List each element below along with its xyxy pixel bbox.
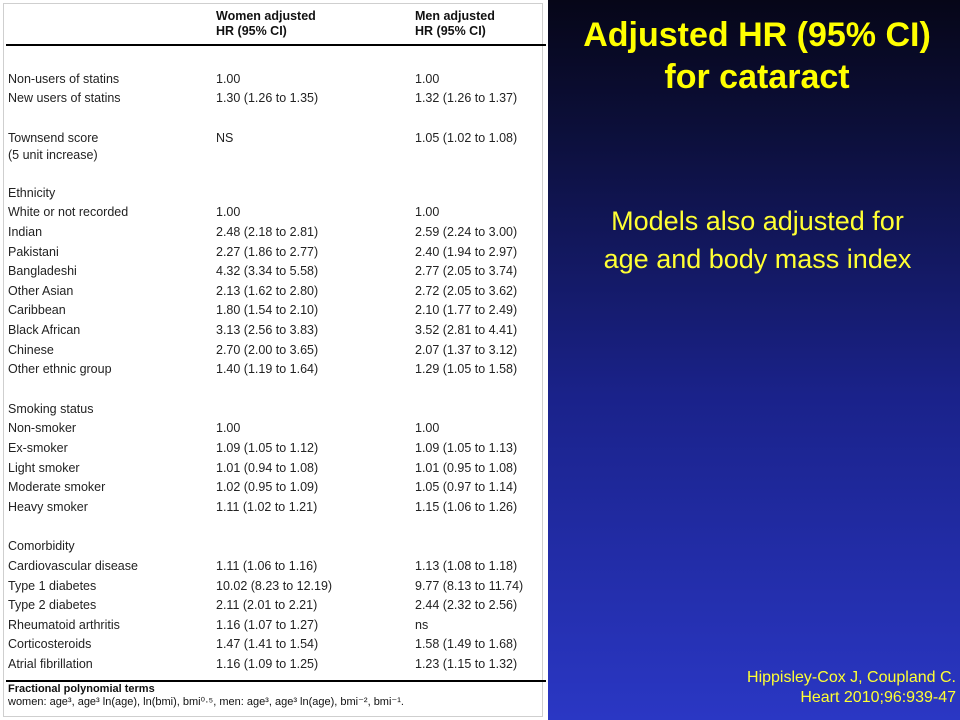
row-label-text: Black African (8, 323, 81, 337)
men-hr-cell: 1.00 (415, 205, 440, 219)
women-hr-cell: 1.16 (1.07 to 1.27) (216, 618, 319, 632)
table-row (0, 203, 548, 222)
men-hr-cell: 2.10 (1.77 to 2.49) (415, 303, 518, 317)
row-label-text: Corticosteroids (8, 637, 92, 651)
row-label-text: Other ethnic group (8, 362, 112, 376)
women-hr-cell: 2.11 (2.01 to 2.21) (216, 598, 318, 612)
row-label-text: Townsend score (8, 131, 99, 145)
table-row (0, 635, 548, 654)
table-row (0, 360, 548, 379)
row-label-text: Non-smoker (8, 421, 77, 435)
table-row (0, 419, 548, 438)
table-row (0, 616, 548, 635)
women-hr-cell: 2.13 (1.62 to 2.80) (216, 284, 319, 298)
row-label-text: Moderate smoker (8, 480, 106, 494)
row-label-text: Other Asian (8, 284, 74, 298)
women-hr-cell: 1.00 (216, 205, 241, 219)
table-row (0, 341, 548, 360)
table-row (0, 223, 548, 242)
table-row (0, 459, 548, 478)
adjustment-note-line2: age and body mass index (603, 244, 912, 274)
row-label-text: Pakistani (8, 245, 59, 259)
men-hr-cell: 3.52 (2.81 to 4.41) (415, 323, 518, 337)
men-hr-cell: 2.40 (1.94 to 2.97) (415, 245, 518, 259)
men-hr-cell: 1.00 (415, 421, 440, 435)
table-row (0, 596, 548, 615)
women-hr-cell: 1.47 (1.41 to 1.54) (216, 637, 319, 651)
men-hr-cell: ns (415, 618, 429, 632)
table-row (0, 557, 548, 576)
men-column-header (415, 9, 495, 39)
women-hr-cell: NS (216, 131, 234, 145)
row-label (8, 439, 68, 458)
row-label (8, 635, 91, 654)
women-column-header (216, 9, 316, 39)
table-row (0, 498, 548, 517)
adjustment-note (560, 202, 955, 278)
women-hr-cell: 1.80 (1.54 to 2.10) (216, 303, 319, 317)
row-label (8, 557, 138, 576)
row-label-text: Non-users of statins (8, 72, 120, 86)
women-hr-cell: 1.30 (1.26 to 1.35) (216, 91, 319, 105)
row-label (8, 243, 59, 262)
citation-line2: Heart 2010;96:939-47 (800, 689, 956, 706)
row-label-text: Rheumatoid arthritis (8, 618, 120, 632)
row-label-text: Caribbean (8, 303, 66, 317)
row-label (8, 360, 112, 379)
row-label (8, 616, 120, 635)
row-label-text: Atrial fibrillation (8, 657, 93, 671)
row-label-text: Ethnicity (8, 186, 56, 200)
men-hr-cell: 1.23 (1.15 to 1.32) (415, 657, 518, 671)
women-hr-cell: 10.02 (8.23 to 12.19) (216, 579, 333, 593)
men-header-line1: Men adjusted (415, 9, 495, 23)
citation (640, 668, 956, 708)
women-hr-cell: 1.00 (216, 421, 241, 435)
women-hr-cell: 1.11 (1.06 to 1.16) (216, 559, 318, 573)
row-label-text: Type 1 diabetes (8, 579, 97, 593)
women-hr-cell: 1.11 (1.02 to 1.21) (216, 500, 318, 514)
row-label (8, 400, 93, 419)
row-label (8, 596, 96, 615)
header-rule (6, 44, 546, 46)
row-label (8, 577, 96, 596)
row-label (8, 203, 128, 222)
women-hr-cell: 1.02 (0.95 to 1.09) (216, 480, 319, 494)
women-header-line2: HR (95% CI) (216, 24, 287, 38)
table-row (0, 321, 548, 340)
row-label-text: Ex-smoker (8, 441, 68, 455)
row-label (8, 129, 98, 162)
men-hr-cell: 2.59 (2.24 to 3.00) (415, 225, 518, 239)
row-label (8, 537, 75, 556)
men-hr-cell: 9.77 (8.13 to 11.74) (415, 579, 524, 593)
row-label-text: Indian (8, 225, 43, 239)
men-hr-cell: 1.05 (0.97 to 1.14) (415, 480, 518, 494)
row-label-subtext: (5 unit increase) (8, 148, 98, 162)
row-label-text: Light smoker (8, 461, 80, 475)
table-row (0, 577, 548, 596)
table-row (0, 655, 548, 674)
row-label (8, 459, 80, 478)
table-row (0, 70, 548, 89)
table-row (0, 301, 548, 320)
table-row (0, 184, 548, 203)
row-label-text: Comorbidity (8, 539, 75, 553)
table-row (0, 537, 548, 556)
women-hr-cell: 4.32 (3.34 to 5.58) (216, 264, 319, 278)
men-hr-cell: 2.72 (2.05 to 3.62) (415, 284, 518, 298)
women-hr-cell: 1.00 (216, 72, 241, 86)
row-label-text: Type 2 diabetes (8, 598, 97, 612)
men-hr-cell: 1.15 (1.06 to 1.26) (415, 500, 518, 514)
footnote-title: Fractional polynomial terms (8, 683, 155, 695)
men-hr-cell: 1.09 (1.05 to 1.13) (415, 441, 518, 455)
row-label-text: Chinese (8, 343, 54, 357)
women-hr-cell: 2.27 (1.86 to 2.77) (216, 245, 319, 259)
women-hr-cell: 3.13 (2.56 to 3.83) (216, 323, 319, 337)
row-label-text: New users of statins (8, 91, 121, 105)
row-label (8, 70, 119, 89)
slide-title-line1: Adjusted HR (95% CI) (583, 16, 931, 54)
row-label (8, 223, 42, 242)
table-row (0, 400, 548, 419)
row-label-text: White or not recorded (8, 205, 129, 219)
footnote (8, 683, 543, 709)
women-hr-cell: 1.01 (0.94 to 1.08) (216, 461, 319, 475)
table-row (0, 282, 548, 301)
men-hr-cell: 1.13 (1.08 to 1.18) (415, 559, 518, 573)
men-hr-cell: 2.77 (2.05 to 3.74) (415, 264, 518, 278)
table-row (0, 478, 548, 497)
men-hr-cell: 1.58 (1.49 to 1.68) (415, 637, 518, 651)
men-header-line2: HR (95% CI) (415, 24, 486, 38)
row-label (8, 419, 76, 438)
row-label (8, 89, 121, 108)
row-label-text: Heavy smoker (8, 500, 88, 514)
men-hr-cell: 1.29 (1.05 to 1.58) (415, 362, 518, 376)
women-header-line1: Women adjusted (216, 9, 316, 23)
men-hr-cell: 1.05 (1.02 to 1.08) (415, 131, 518, 145)
row-label (8, 478, 105, 497)
table-row (0, 129, 548, 162)
row-label (8, 301, 66, 320)
row-label-text: Cardiovascular disease (8, 559, 138, 573)
row-label (8, 184, 55, 203)
row-label (8, 282, 73, 301)
women-hr-cell: 1.40 (1.19 to 1.64) (216, 362, 319, 376)
footnote-text: women: age³, age³ ln(age), ln(bmi), bmi⁰·⁵, men: age³, age³ ln(age), bmi⁻², bmi⁻¹. (8, 696, 404, 708)
citation-line1: Hippisley-Cox J, Coupland C. (747, 669, 956, 686)
table-row (0, 89, 548, 108)
men-hr-cell: 1.01 (0.95 to 1.08) (415, 461, 518, 475)
women-hr-cell: 2.48 (2.18 to 2.81) (216, 225, 319, 239)
row-label (8, 321, 80, 340)
row-label (8, 498, 88, 517)
men-hr-cell: 2.07 (1.37 to 3.12) (415, 343, 518, 357)
footer-rule (6, 680, 546, 682)
slide-title (556, 14, 958, 98)
slide-title-line2: for cataract (664, 58, 850, 96)
men-hr-cell: 2.44 (2.32 to 2.56) (415, 598, 518, 612)
adjustment-note-line1: Models also adjusted for (611, 206, 904, 236)
row-label (8, 262, 77, 281)
row-label (8, 341, 54, 360)
row-label (8, 655, 93, 674)
row-label-text: Smoking status (8, 402, 94, 416)
table-row (0, 439, 548, 458)
women-hr-cell: 1.16 (1.09 to 1.25) (216, 657, 319, 671)
men-hr-cell: 1.00 (415, 72, 440, 86)
men-hr-cell: 1.32 (1.26 to 1.37) (415, 91, 518, 105)
table-row (0, 243, 548, 262)
row-label-text: Bangladeshi (8, 264, 77, 278)
table-row (0, 262, 548, 281)
women-hr-cell: 2.70 (2.00 to 3.65) (216, 343, 319, 357)
women-hr-cell: 1.09 (1.05 to 1.12) (216, 441, 319, 455)
